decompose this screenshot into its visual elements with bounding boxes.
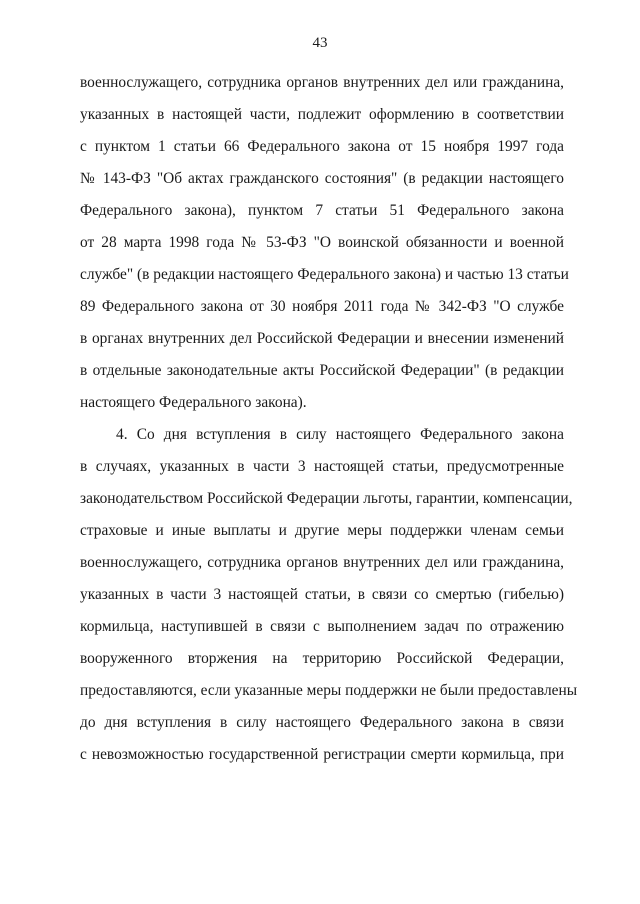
text-line: № 143-ФЗ "Об актах гражданского состояния" (в редакции настоящего — [80, 170, 564, 187]
text-line: настоящего Федерального закона). — [80, 394, 307, 411]
paragraph-item-4 — [80, 419, 578, 771]
text-line: с пунктом 1 статьи 66 Федерального закона от 15 ноября 1997 года — [80, 138, 564, 155]
text-line: до дня вступления в силу настоящего Федерального закона в связи — [80, 714, 564, 731]
document-body — [80, 67, 578, 771]
text-line: кормильца, наступившей в связи с выполнением задач по отражению — [80, 618, 564, 635]
text-line: военнослужащего, сотрудника органов внутренних дел или гражданина, — [80, 74, 564, 91]
text-line: 4. Со дня вступления в силу настоящего Федерального закона — [116, 426, 564, 443]
page-number: 43 — [312, 35, 328, 51]
text-line: в органах внутренних дел Российской Федерации и внесении изменений — [80, 330, 564, 347]
text-line: вооруженного вторжения на территорию Российской Федерации, — [80, 650, 564, 667]
text-line: страховые и иные выплаты и другие меры поддержки членам семьи — [80, 522, 564, 539]
text-line: Федерального закона), пунктом 7 статьи 51 Федерального закона — [80, 202, 564, 219]
text-line: законодательством Российской Федерации льготы, гарантии, компенсации, — [80, 490, 573, 507]
text-line: в случаях, указанных в части 3 настоящей статьи, предусмотренные — [80, 458, 564, 475]
text-line: 89 Федерального закона от 30 ноября 2011 года № 342-ФЗ "О службе — [80, 298, 564, 315]
text-line: предоставляются, если указанные меры поддержки не были предоставлены — [80, 682, 578, 699]
text-line: в отдельные законодательные акты Российской Федерации" (в редакции — [80, 362, 564, 379]
text-line: службе" (в редакции настоящего Федерального закона) и частью 13 статьи — [80, 266, 569, 283]
text-line: указанных в настоящей части, подлежит оформлению в соответствии — [80, 106, 564, 123]
text-line: с невозможностью государственной регистрации смерти кормильца, при — [80, 746, 564, 763]
paragraph-continuation — [80, 67, 569, 419]
text-line: указанных в части 3 настоящей статьи, в связи со смертью (гибелью) — [80, 586, 564, 603]
text-line: от 28 марта 1998 года № 53-ФЗ "О воинской обязанности и военной — [80, 234, 564, 251]
text-line: военнослужащего, сотрудника органов внутренних дел или гражданина, — [80, 554, 564, 571]
